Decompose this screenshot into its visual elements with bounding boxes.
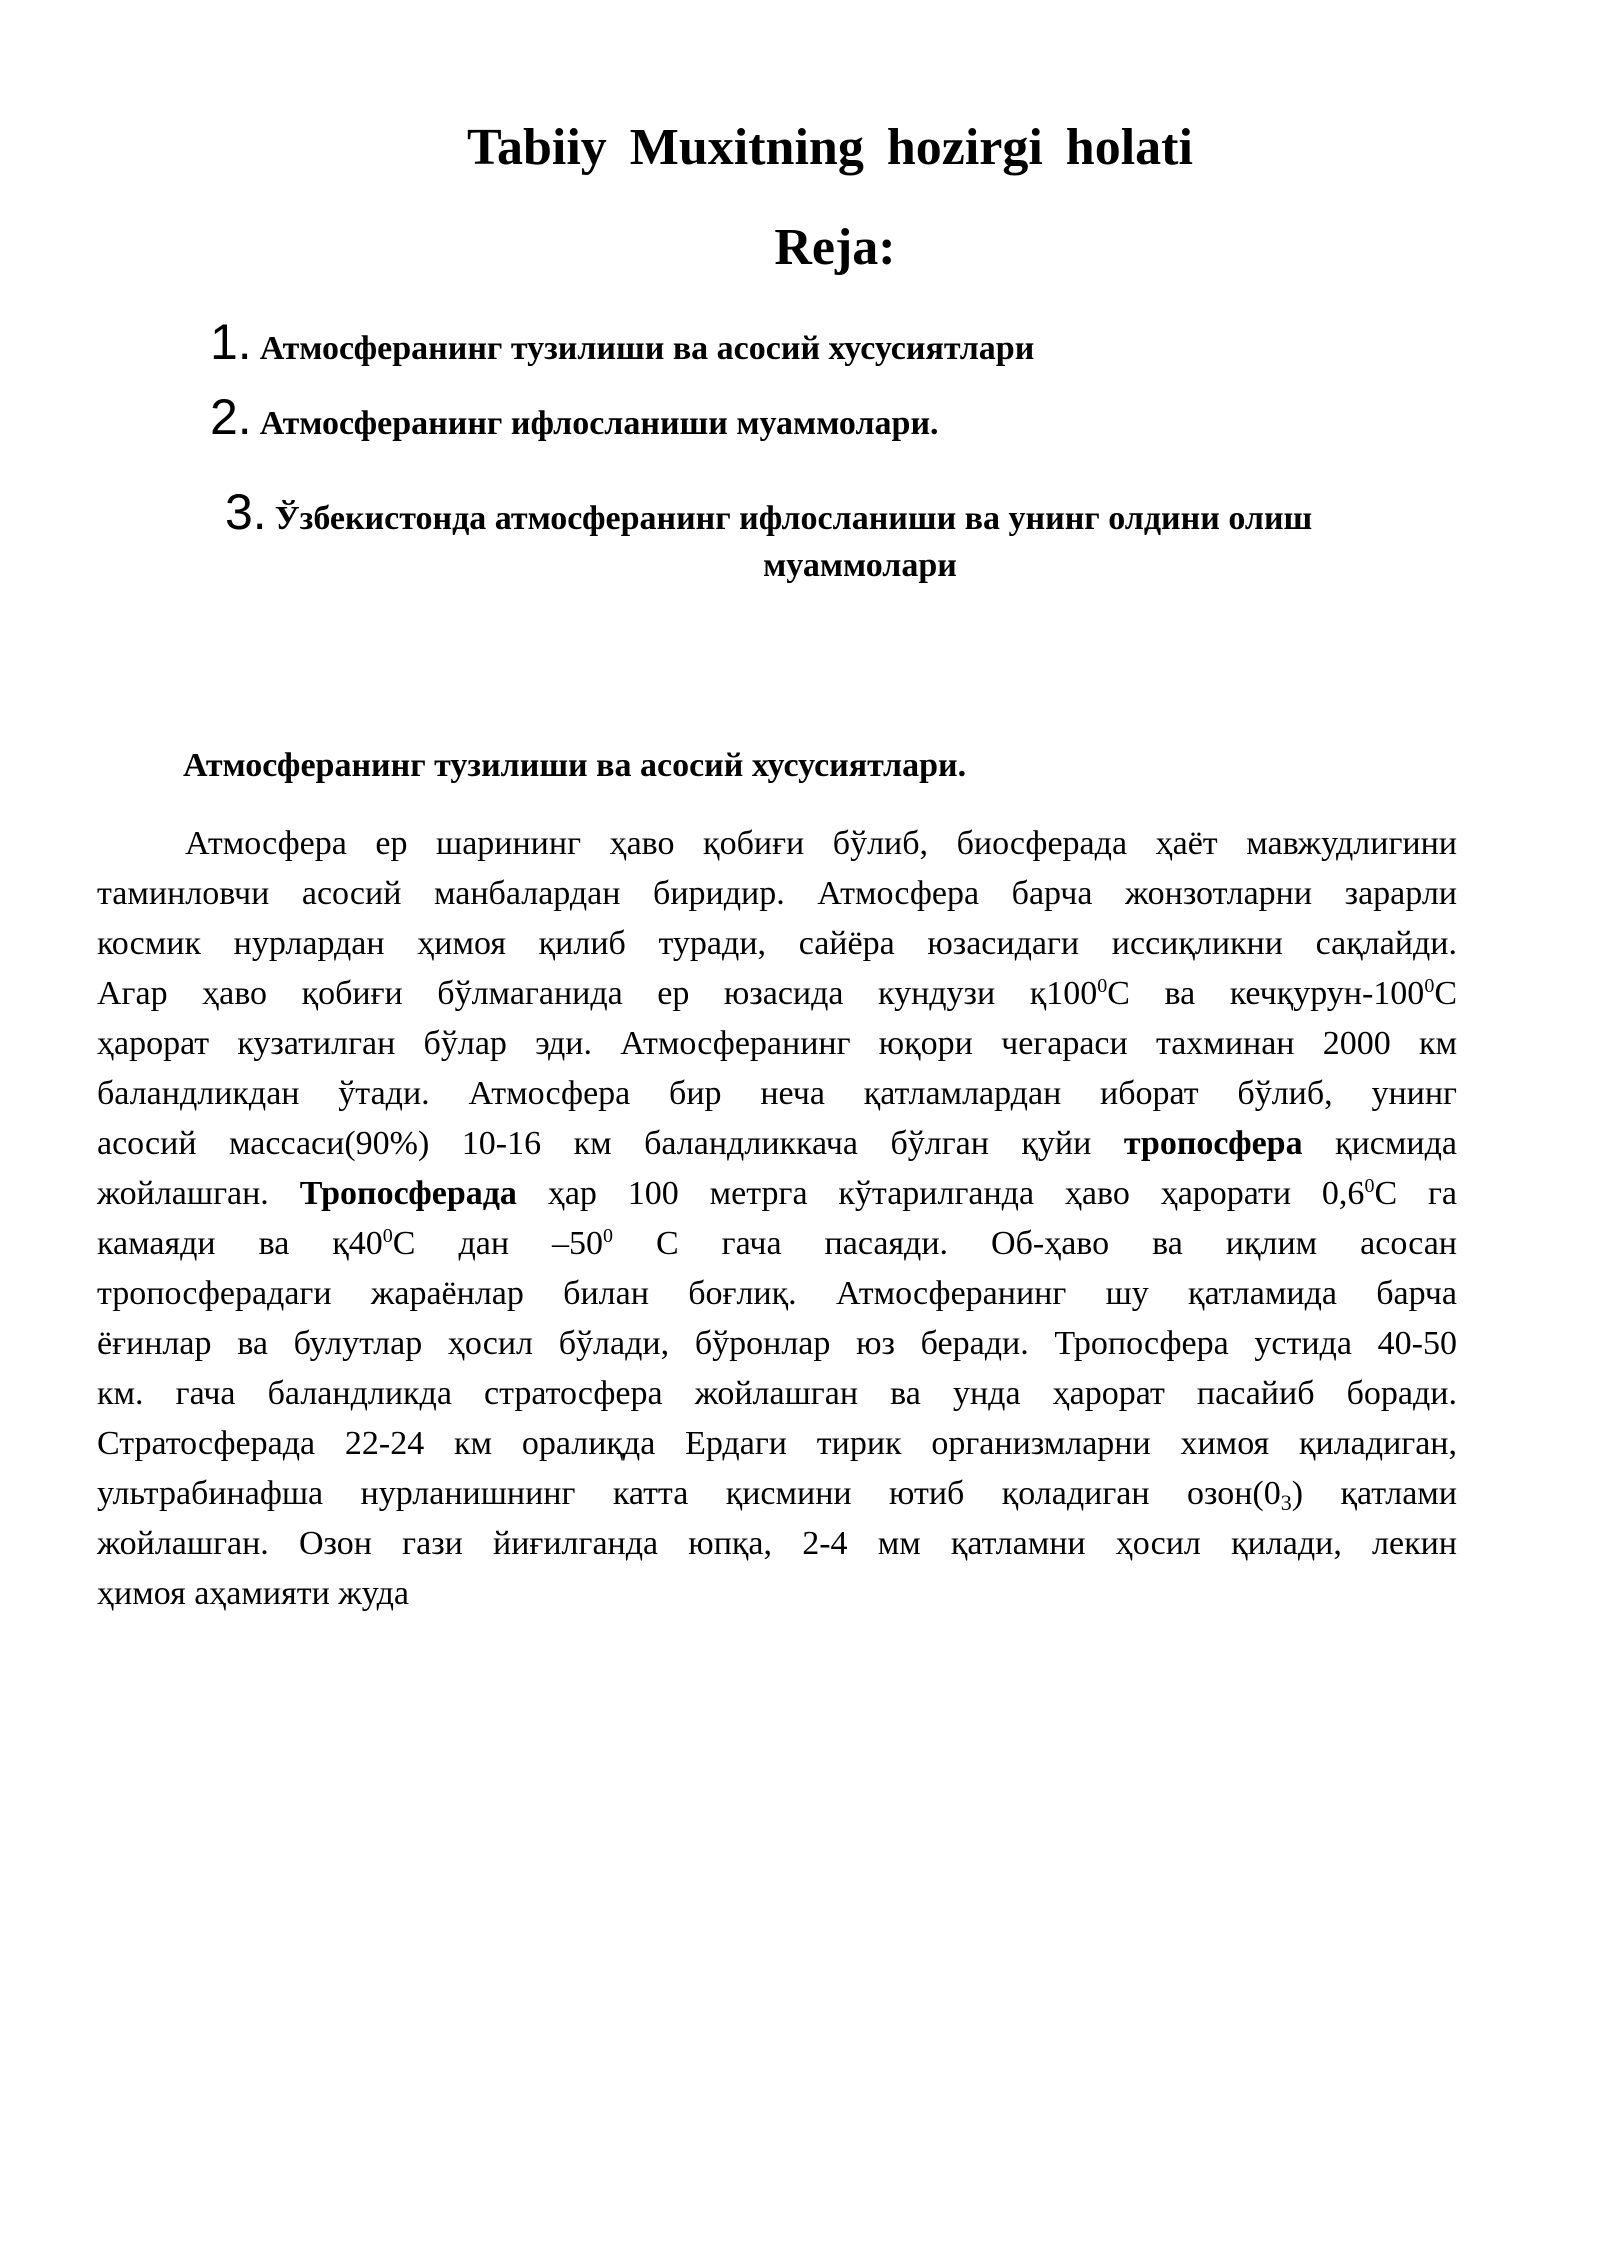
- paragraph-line: Стратосферада 22-24 км оралиқда Ердаги тирик организмларни химоя қиладиган,: [97, 1425, 1457, 1462]
- page-title: Tabiiy Muxitning hozirgi holati: [467, 119, 1193, 176]
- section-heading: Атмосферанинг тузилиши ва асосий хусусиятлари.: [183, 747, 967, 784]
- plan-item-3: [225, 484, 1313, 543]
- plan-item-1: [210, 314, 1035, 373]
- superscript: 0: [603, 1225, 614, 1247]
- paragraph-line: космик нурлардан ҳимоя қилиб туради, сайёра юзасидаги иссиқликни сақлайди.: [97, 925, 1457, 962]
- plan-item-number: 3.: [225, 484, 267, 540]
- paragraph-line: Атмосфера ер шарининг ҳаво қобиғи бўлиб, биосферада ҳаёт мавжудлигини: [185, 825, 1457, 862]
- paragraph-line: ҳимоя аҳамияти жуда: [97, 1575, 410, 1612]
- text-run: камаяди ва қ40: [97, 1225, 383, 1262]
- paragraph-line: таминловчи асосий манбалардан биридир. Атмосфера барча жонзотларни зарарли: [97, 875, 1457, 912]
- text-run: С: [1434, 975, 1457, 1012]
- text-run: ультрабинафша нурланишнинг катта қисмини ютиб қоладиган озон(0: [97, 1475, 1281, 1512]
- paragraph-line: жойлашган. Озон гази йиғилганда юпқа, 2-4 мм қатламни ҳосил қилади, лекин: [97, 1525, 1457, 1562]
- text-run: С дан –50: [392, 1225, 604, 1262]
- paragraph-line: ёғинлар ва булутлар ҳосил бўлади, бўронлар юз беради. Тропосфера устида 40-50: [97, 1325, 1457, 1362]
- text-run: С гача пасаяди. Об-ҳаво ва иқлим асосан: [613, 1225, 1457, 1262]
- text-run: жойлашган.: [97, 1175, 269, 1212]
- plan-item-text: Атмосферанинг ифлосланиши муаммолари.: [259, 405, 939, 442]
- superscript: 0: [1424, 975, 1435, 997]
- text-run: С га: [1374, 1175, 1458, 1212]
- subscript: 3: [1280, 1490, 1292, 1515]
- paragraph-line: [97, 1474, 1457, 1514]
- plan-item-number: 1.: [210, 314, 252, 370]
- text-run: қисмида: [1335, 1125, 1457, 1162]
- paragraph-line: баландликдан ўтади. Атмосфера бир неча қатламлардан иборат бўлиб, унинг: [97, 1075, 1457, 1112]
- text-run: С ва кечқурун-100: [1107, 975, 1425, 1012]
- superscript: 0: [382, 1225, 393, 1247]
- plan-item-2: [210, 389, 939, 448]
- text-run: ҳар 100 метрга кўтарилганда ҳаво ҳарорати 0,6: [547, 1175, 1365, 1212]
- plan-item-text: Ўзбекистонда атмосферанинг ифлосланиши ва унинг олдини олиш: [274, 500, 1313, 537]
- paragraph-line: тропосферадаги жараёнлар билан боғлиқ. Атмосферанинг шу қатламида барча: [97, 1275, 1457, 1312]
- paragraph-line: ҳарорат кузатилган бўлар эди. Атмосферанинг юқори чегараси тахминан 2000 км: [97, 1025, 1457, 1062]
- paragraph-line: [97, 1174, 1457, 1214]
- text-run: ) қатлами: [1291, 1475, 1457, 1512]
- text-run: асосий массаси(90%) 10-16 км баландликкача бўлган қуйи: [97, 1125, 1092, 1162]
- bold-term: тропосфера: [1123, 1125, 1303, 1162]
- plan-heading: Reja:: [774, 219, 896, 276]
- superscript: 0: [1097, 975, 1108, 997]
- bold-term: Тропосферада: [299, 1175, 517, 1212]
- paragraph-line: [97, 1224, 1457, 1264]
- text-run: Агар ҳаво қобиғи бўлмаганида ер юзасида кундузи қ100: [97, 975, 1098, 1012]
- paragraph-line: [97, 974, 1457, 1014]
- plan-item-text: Атмосферанинг тузилиши ва асосий хусусиятлари: [259, 330, 1035, 367]
- plan-item-number: 2.: [210, 389, 252, 445]
- plan-item-3-continuation: муаммолари: [763, 547, 957, 584]
- paragraph-line: км. гача баландликда стратосфера жойлашган ва унда ҳарорат пасайиб боради.: [97, 1375, 1457, 1412]
- superscript: 0: [1364, 1175, 1375, 1197]
- paragraph-line: [97, 1124, 1457, 1164]
